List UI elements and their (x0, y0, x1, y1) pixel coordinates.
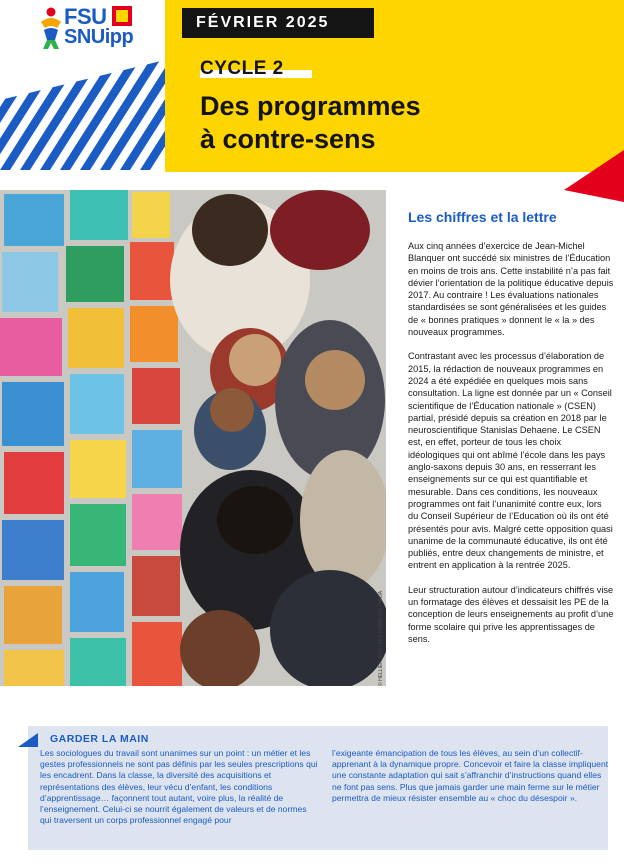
photo-credit: © HELLIER ARD / LES GOBELINS / NAJA (378, 590, 384, 686)
article-body (408, 240, 614, 657)
arrow-icon (18, 733, 38, 747)
title-line-1: Des programmes (200, 91, 421, 121)
logo-flag-icon (112, 6, 132, 26)
article-paragraph: Contrastant avec les processus d’élaboration de 2015, la rédaction de nouveaux programmes en 2024 a été expédiée en quelques mois sans consultation. La ligne est donnée par un « Conseil scientifique de l’Éducation nationale » (CSEN) partial, présidé depuis sa création en 2018 par le neuroscientifique Stanislas Dehaene. Le CSEN est, en effet, porteur de tous les choix idéologiques qui ont abîmé l’école dans les pays anglo-saxons depuis 30 ans, en resserrant les enseignements sur ce qui est quantifiable et mesurable. Dans ces conditions, les nouveaux programmes ont fait l’unanimité contre eux, lors du Conseil Supérieur de l’Education où ils ont été présentés pour avis. Malgré cette opposition quasi unanime de la communauté éducative, ils ont été publiés, entre deux changements de ministre, et entrent en application à la rentrée 2025. (408, 351, 613, 571)
photo-children-books (0, 190, 386, 686)
logo-fsu-text: FSU (64, 4, 107, 29)
logo-snuipp-text: SNUipp (64, 26, 134, 48)
decorative-stripes (0, 60, 165, 170)
cycle-label: CYCLE 2 (200, 58, 284, 79)
article-heading: Les chiffres et la lettre (408, 209, 557, 225)
callout-text-right: l’exigeante émancipation de tous les élèves, au sein d’un collectif-apprenant à la dynamique propre. Concevoir et faire la classe impliquent une constante adaptation qui sait s’affranchir d’instructions quand elles ne font pas sens. Plus que jamais garder une main ferme sur le métier permettra de mieux résister ensemble au « choc du désespoir ». (332, 748, 609, 803)
issue-date: FÉVRIER 2025 (182, 8, 374, 38)
callout-title: GARDER LA MAIN (50, 733, 149, 745)
page-title (200, 90, 530, 156)
article-paragraph: Leur structuration autour d’indicateurs chiffrés vise un formatage des élèves et dessaisit les PE de la conception de leurs enseignements au profit d’une forme scolaire qui prive les apprentissages de sens. (408, 584, 614, 644)
callout-text-left: Les sociologues du travail sont unanimes sur un point : un métier et les gestes professionnels ne sont pas définis par les seules prescriptions qui les encadrent. Dans la classe, la diversité des acquisitions et représentations des élèves, leur vécu d’enfant, les conditions d’apprentissage… façonnent tout autant, voire plus, la réalité de l’enseignement. Celui-ci se nourrit également de valeurs et de normes qui traversent un corps professionnel engagé pour (40, 748, 318, 826)
title-line-2: à contre-sens (200, 124, 376, 154)
logo-figure-icon (38, 6, 64, 50)
fsu-snuipp-logo (38, 4, 158, 52)
article-paragraph: Aux cinq années d’exercice de Jean-Michel Blanquer ont succédé six ministres de l’Éducation en moins de trois ans. Cette instabilité n’a pas fait dévier l’orientation de la politique éducative depuis 2017. Au contraire ! Les évaluations nationales standardisées se sont généralisées et les guides de « bonnes pratiques » donnent le « la » des nouveaux programmes. (408, 241, 614, 338)
red-corner-triangle (564, 150, 624, 202)
